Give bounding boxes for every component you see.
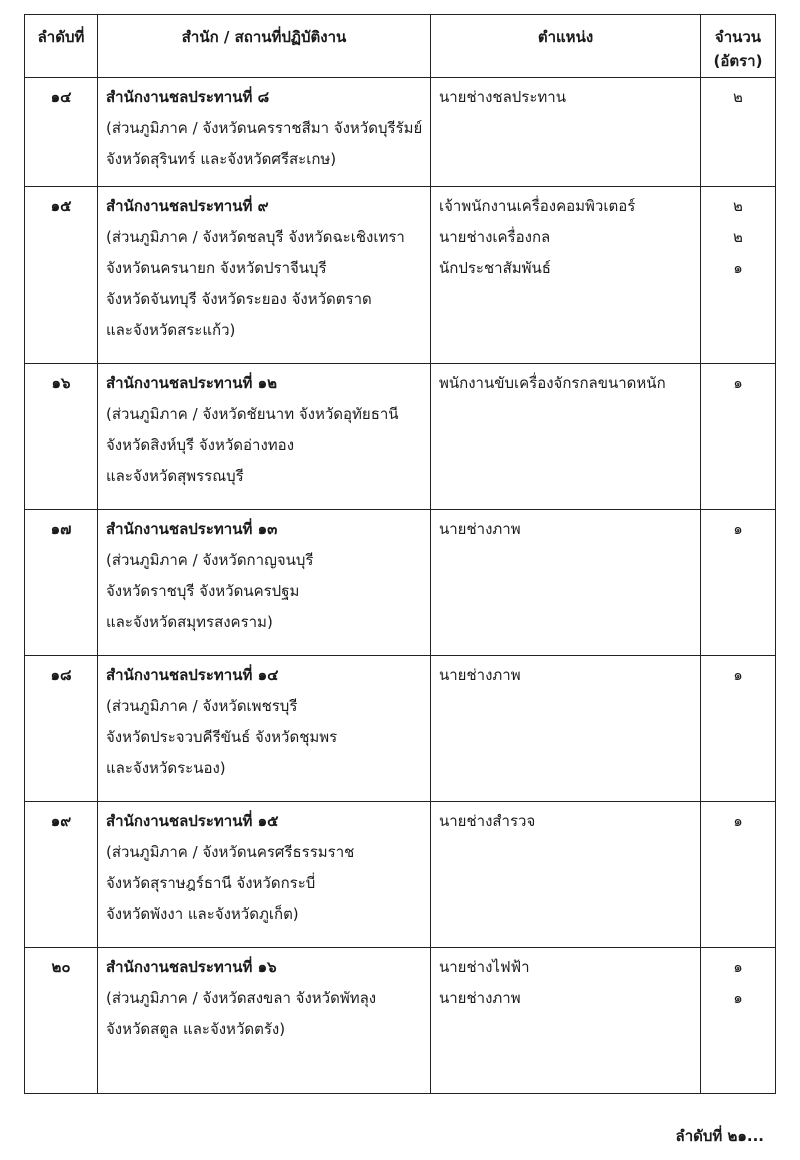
unit-detail-line: (ส่วนภูมิภาค / จังหวัดนครราชสีมา จังหวัดบุรีรัมย์: [106, 119, 423, 137]
row-order: ๒๐: [25, 948, 98, 1094]
table-row: [25, 78, 776, 187]
unit-detail-line: (ส่วนภูมิภาค / จังหวัดกาญจนบุรี: [106, 551, 314, 569]
position-count: ๒: [733, 197, 743, 215]
unit-detail-line: และจังหวัดสุพรรณบุรี: [106, 467, 244, 485]
unit-title: สำนักงานชลประทานที่ ๑๖: [106, 958, 277, 976]
row-unit: [98, 802, 431, 948]
table-row: [25, 656, 776, 802]
unit-detail-line: จังหวัดนครนายก จังหวัดปราจีนบุรี: [106, 259, 327, 277]
unit-detail-line: (ส่วนภูมิภาค / จังหวัดเพชรบุรี: [106, 697, 298, 715]
unit-detail-line: (ส่วนภูมิภาค / จังหวัดสงขลา จังหวัดพัทลุง: [106, 989, 377, 1007]
position-title: นายช่างภาพ: [439, 520, 521, 538]
unit-detail-line: จังหวัดสตูล และจังหวัดตรัง): [106, 1020, 286, 1038]
row-positions: [431, 187, 701, 364]
unit-detail-line: จังหวัดจันทบุรี จังหวัดระยอง จังหวัดตราด: [106, 290, 372, 308]
row-positions: [431, 78, 701, 187]
position-title: นายช่างภาพ: [439, 989, 521, 1007]
table-header-row: [25, 15, 776, 78]
header-unit: สำนัก / สถานที่ปฏิบัติงาน: [98, 15, 431, 78]
row-positions: [431, 364, 701, 510]
positions-table: [24, 14, 776, 1094]
position-count: ๑: [733, 520, 743, 538]
header-position: ตำแหน่ง: [431, 15, 701, 78]
row-counts: [701, 948, 776, 1094]
row-order: ๑๔: [25, 78, 98, 187]
header-count: [701, 15, 776, 78]
position-count: ๑: [733, 958, 743, 976]
unit-detail-line: จังหวัดสุรินทร์ และจังหวัดศรีสะเกษ): [106, 150, 337, 168]
unit-detail-line: จังหวัดสิงห์บุรี จังหวัดอ่างทอง: [106, 436, 295, 454]
row-counts: [701, 364, 776, 510]
row-unit: [98, 187, 431, 364]
row-positions: [431, 510, 701, 656]
row-counts: [701, 656, 776, 802]
position-title: นายช่างชลประทาน: [439, 88, 566, 106]
header-count-line1: จำนวน: [714, 28, 762, 46]
table-row: [25, 510, 776, 656]
unit-title: สำนักงานชลประทานที่ ๘: [106, 88, 270, 106]
unit-detail-line: จังหวัดประจวบคีรีขันธ์ จังหวัดชุมพร: [106, 728, 338, 746]
unit-detail-line: (ส่วนภูมิภาค / จังหวัดชัยนาท จังหวัดอุทัยธานี: [106, 405, 399, 423]
unit-detail-line: จังหวัดสุราษฎร์ธานี จังหวัดกระบี่: [106, 874, 316, 892]
unit-detail-line: และจังหวัดระนอง): [106, 759, 226, 777]
row-order: ๑๖: [25, 364, 98, 510]
row-unit: [98, 510, 431, 656]
row-unit: [98, 656, 431, 802]
row-unit: [98, 78, 431, 187]
position-count: ๑: [733, 374, 743, 392]
unit-title: สำนักงานชลประทานที่ ๑๕: [106, 812, 279, 830]
position-title: พนักงานขับเครื่องจักรกลขนาดหนัก: [439, 374, 666, 392]
unit-detail-line: และจังหวัดสมุทรสงคราม): [106, 613, 273, 631]
row-counts: [701, 187, 776, 364]
header-count-line2: (อัตรา): [713, 52, 763, 70]
position-count: ๒: [733, 228, 743, 246]
row-positions: [431, 802, 701, 948]
position-title: นายช่างไฟฟ้า: [439, 958, 530, 976]
table-row: [25, 802, 776, 948]
position-title: นายช่างภาพ: [439, 666, 521, 684]
row-counts: [701, 802, 776, 948]
row-order: ๑๗: [25, 510, 98, 656]
unit-title: สำนักงานชลประทานที่ ๑๓: [106, 520, 278, 538]
row-unit: [98, 948, 431, 1094]
table-body: [25, 78, 776, 1094]
position-title: นายช่างสำรวจ: [439, 812, 536, 830]
row-counts: [701, 510, 776, 656]
unit-detail-line: (ส่วนภูมิภาค / จังหวัดชลบุรี จังหวัดฉะเชิงเทรา: [106, 228, 405, 246]
table-row: [25, 364, 776, 510]
unit-detail-line: จังหวัดพังงา และจังหวัดภูเก็ต): [106, 905, 299, 923]
position-count: ๑: [733, 989, 743, 1007]
position-count: ๒: [733, 88, 743, 106]
unit-detail-line: (ส่วนภูมิภาค / จังหวัดนครศรีธรรมราช: [106, 843, 355, 861]
unit-title: สำนักงานชลประทานที่ ๑๒: [106, 374, 278, 392]
unit-detail-line: จังหวัดราชบุรี จังหวัดนครปฐม: [106, 582, 300, 600]
table-row: [25, 948, 776, 1094]
position-title: นักประชาสัมพันธ์: [439, 259, 551, 277]
unit-detail-line: และจังหวัดสระแก้ว): [106, 321, 236, 339]
row-positions: [431, 948, 701, 1094]
position-count: ๑: [733, 812, 743, 830]
position-title: นายช่างเครื่องกล: [439, 228, 551, 246]
unit-title: สำนักงานชลประทานที่ ๙: [106, 197, 269, 215]
row-unit: [98, 364, 431, 510]
position-count: ๑: [733, 666, 743, 684]
row-order: ๑๕: [25, 187, 98, 364]
position-title: เจ้าพนักงานเครื่องคอมพิวเตอร์: [439, 197, 636, 215]
page-continuation: ลำดับที่ ๒๑...: [675, 1127, 764, 1145]
row-positions: [431, 656, 701, 802]
row-order: ๑๙: [25, 802, 98, 948]
header-order: ลำดับที่: [25, 15, 98, 78]
table-row: [25, 187, 776, 364]
position-count: ๑: [733, 259, 743, 277]
row-counts: [701, 78, 776, 187]
unit-title: สำนักงานชลประทานที่ ๑๔: [106, 666, 279, 684]
row-order: ๑๘: [25, 656, 98, 802]
